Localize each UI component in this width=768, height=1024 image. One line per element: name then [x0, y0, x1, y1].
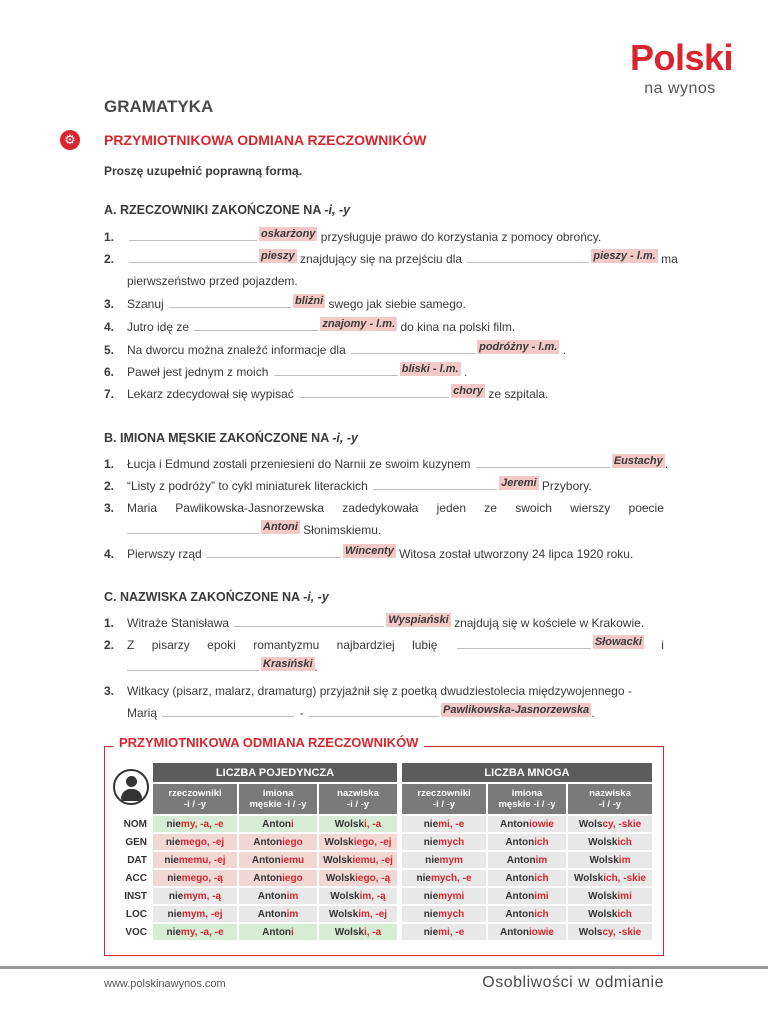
section-c-heading [104, 590, 329, 604]
text: . [562, 343, 567, 357]
table-row [117, 906, 652, 922]
table-cell: Antoni [239, 816, 317, 832]
answer-blank[interactable] [274, 364, 398, 376]
table-cell: Wolskiemu, -ej [319, 852, 397, 868]
item-number: 6. [104, 365, 115, 379]
table-cell: Antoniego [239, 870, 317, 886]
table-cell: Wolskich [568, 834, 652, 850]
declension-table [115, 761, 654, 942]
table-cell: Antonim [488, 852, 566, 868]
text: “Listy z podróży” to cykl miniaturek literackich [127, 479, 368, 493]
answer-blank[interactable] [234, 615, 384, 627]
hint: Wincenty [345, 545, 394, 557]
hint: Eustachy [613, 455, 663, 467]
exercise-c3-cont [127, 705, 595, 721]
table-cell: Antonich [488, 834, 566, 850]
table-cell: Antonimi [488, 888, 566, 904]
exercise-b2 [104, 478, 664, 494]
table-cell: niemy, -a, -e [153, 924, 237, 940]
table-cell: niemego, -ą [153, 870, 237, 886]
exercise-b3 [104, 500, 664, 516]
item-number: 3. [104, 501, 115, 515]
text: zadedykowała [342, 501, 419, 515]
table-cell: Antoniego [239, 834, 317, 850]
exercise-c2-cont [127, 659, 318, 675]
text: Marią [127, 706, 158, 720]
answer-blank[interactable] [127, 522, 259, 534]
text: Witkacy (pisarz, malarz, dramaturg) przyjaźnił się z poetką dwudziestolecia międzywojennego - [127, 684, 632, 698]
text: Pawlikowska-Jasnorzewska [175, 501, 325, 515]
text: swoich [515, 501, 552, 515]
section-b-suffix: -i, -y [332, 431, 358, 445]
table-cell: niemym [402, 852, 486, 868]
case-label: ACC [125, 872, 147, 884]
item-number: 3. [104, 297, 115, 311]
section-title: GRAMATYKA [104, 97, 214, 116]
section-c-heading-text: C. NAZWISKA ZAKOŃCZONE NA [104, 590, 300, 604]
text: swego jak siebie samego. [328, 297, 466, 311]
table-cell: niemego, -ej [153, 834, 237, 850]
text: . [591, 706, 595, 720]
table-cell: Antoni [239, 924, 317, 940]
text: Z [127, 638, 135, 652]
item-number: 2. [104, 479, 115, 493]
table-cell: niemym, -ej [153, 906, 237, 922]
table-cell: niemy, -a, -e [153, 816, 237, 832]
case-label: VOC [125, 926, 147, 938]
answer-blank[interactable] [309, 705, 439, 717]
section-a-heading [104, 203, 350, 217]
gear-icon: ⚙ [60, 130, 80, 150]
hint: pieszy - l.m. [593, 250, 656, 262]
table-row [117, 870, 652, 886]
hint: Jeremi [501, 477, 537, 489]
item-number: 2. [104, 638, 115, 652]
exercise-a5 [104, 342, 664, 358]
text: ze [484, 501, 497, 515]
table-row [117, 888, 652, 904]
group-singular: LICZBA POJEDYNCZA [153, 763, 397, 782]
answer-blank[interactable] [129, 229, 257, 241]
text: Pierwszy rząd [127, 547, 202, 561]
table-cell: Wolskiego, -ą [319, 870, 397, 886]
text: najbardziej [336, 638, 395, 652]
item-number: 1. [104, 230, 115, 244]
text: Maria [127, 501, 158, 515]
subtitle-row [60, 130, 427, 150]
table-cell: Antonim [239, 888, 317, 904]
table-cell: Wolskim [568, 852, 652, 868]
instruction: Proszę uzupełnić poprawną formą. [104, 164, 303, 178]
section-b-heading [104, 431, 358, 445]
table-row [117, 816, 652, 832]
answer-blank[interactable] [162, 705, 294, 717]
item-number: 7. [104, 387, 115, 401]
text: epoki [207, 638, 236, 652]
answer-blank[interactable] [476, 456, 610, 468]
table-cell: Antonim [239, 906, 317, 922]
item-number: 1. [104, 616, 115, 630]
text: - [299, 706, 304, 720]
table-cell: Antoniowie [488, 816, 566, 832]
text: Witraże Stanisława [127, 616, 230, 630]
table-cell: niemych [402, 906, 486, 922]
declension-box-title: PRZYMIOTNIKOWA ODMIANA RZECZOWNIKÓW [113, 735, 424, 750]
hint: bliźni [295, 295, 324, 307]
item-number: 4. [104, 547, 115, 561]
case-label: LOC [125, 908, 147, 920]
hint: pieszy [261, 250, 295, 262]
answer-blank[interactable] [351, 342, 475, 354]
table-cell: niemych [402, 834, 486, 850]
table-cell: Antonich [488, 870, 566, 886]
table-row [117, 852, 652, 868]
text: . [314, 660, 318, 674]
table-cell: Wolscy, -skie [568, 816, 652, 832]
text: Łucja i Edmund zostali przeniesieni do Narnii ze swoim kuzynem [127, 457, 471, 471]
item-number: 1. [104, 457, 115, 471]
text: Na dworcu można znaleźć informacje dla [127, 343, 346, 357]
text: Lekarz zdecydował się wypisać [127, 387, 294, 401]
column-header: imiona męskie -i / -y [239, 784, 317, 814]
text: ma [661, 252, 678, 266]
hint: Wyspiański [388, 614, 449, 626]
text: do kina na polski film. [400, 320, 516, 334]
exercise-c2 [104, 637, 664, 653]
text: . [664, 457, 669, 471]
column-header: nazwiska -i / -y [319, 784, 397, 814]
table-cell: Antonich [488, 906, 566, 922]
table-cell: Wolski, -a [319, 924, 397, 940]
text: Przybory. [541, 479, 592, 493]
text: Paweł jest jednym z moich [127, 365, 269, 379]
exercise-a6 [104, 364, 664, 380]
text: Witosa został utworzony 24 lipca 1920 roku. [399, 547, 634, 561]
hint: Pawlikowska-Jasnorzewska [443, 704, 590, 716]
hint: znajomy - l.m. [322, 318, 396, 330]
case-label: GEN [125, 836, 147, 848]
section-a-suffix: -i, -y [324, 203, 351, 217]
exercise-b3-cont [127, 522, 381, 538]
answer-blank[interactable] [169, 296, 291, 308]
text: znajdujący się na przejściu dla [299, 252, 463, 266]
table-row [117, 834, 652, 850]
text: i [661, 638, 664, 652]
table-cell: Wolskim, -ą [319, 888, 397, 904]
footer-url[interactable]: www.polskinawynos.com [104, 978, 226, 990]
section-b-heading-text: B. IMIONA MĘSKIE ZAKOŃCZONE NA [104, 431, 329, 445]
hint: bliski - l.m. [401, 363, 459, 375]
table-cell: niemym, -ą [153, 888, 237, 904]
text: romantyzmu [253, 638, 320, 652]
table-cell: niememu, -ej [153, 852, 237, 868]
column-header: nazwiska -i / -y [568, 784, 652, 814]
item-number: 4. [104, 320, 115, 334]
text: . [463, 365, 468, 379]
answer-blank[interactable] [129, 251, 257, 263]
table-row [117, 924, 652, 940]
answer-blank[interactable] [467, 251, 589, 263]
table-cell: Antoniowie [488, 924, 566, 940]
table-cell: Wolscy, -skie [568, 924, 652, 940]
text: Jutro idę ze [127, 320, 190, 334]
answer-blank[interactable] [373, 478, 497, 490]
table-cell: niemi, -e [402, 816, 486, 832]
answer-blank[interactable] [207, 546, 341, 558]
exercise-c1 [104, 615, 664, 631]
case-label: DAT [127, 854, 147, 866]
text: poecie [628, 501, 664, 515]
answer-blank[interactable] [299, 386, 449, 398]
footer-title: Osobliwości w odmianie [482, 974, 664, 991]
answer-blank[interactable] [127, 659, 259, 671]
text: przysługuje prawo do korzystania z pomocy obrońcy. [320, 230, 602, 244]
text: pisarzy [151, 638, 190, 652]
table-cell: Wolski, -a [319, 816, 397, 832]
hint: Słowacki [594, 636, 642, 648]
text: wierszy [570, 501, 611, 515]
text: Słonimskiemu. [303, 523, 382, 537]
text: ze szpitala. [488, 387, 549, 401]
hint: Antoni [263, 521, 298, 533]
exercise-a2-cont: pierwszeństwo przed pojazdem. [127, 274, 298, 288]
logo-sub: na wynos [644, 80, 716, 97]
table-cell: niemymi [402, 888, 486, 904]
exercise-a3 [104, 296, 664, 312]
case-label: INST [124, 890, 147, 902]
table-cell: Wolskich [568, 906, 652, 922]
page-title: PRZYMIOTNIKOWA ODMIANA RZECZOWNIKÓW [104, 132, 427, 148]
column-header: rzeczowniki -i / -y [153, 784, 237, 814]
text: jeden [436, 501, 467, 515]
declension-box [104, 735, 664, 956]
exercise-c3 [104, 683, 664, 699]
table-cell: niemi, -e [402, 924, 486, 940]
text: Szanuj [127, 297, 164, 311]
text: lubię [412, 638, 438, 652]
table-cell: Wolskich, -skie [568, 870, 652, 886]
exercise-b1 [104, 455, 669, 472]
table-cell: Wolskim, -ej [319, 906, 397, 922]
answer-blank[interactable] [194, 319, 318, 331]
answer-blank[interactable] [457, 637, 591, 649]
section-a-heading-text: A. RZECZOWNIKI ZAKOŃCZONE NA [104, 203, 321, 217]
item-number: 2. [104, 252, 115, 266]
section-c-suffix: -i, -y [303, 590, 329, 604]
item-number: 5. [104, 343, 115, 357]
footer-divider [0, 966, 768, 969]
table-cell: Wolskiego, -ej [319, 834, 397, 850]
hint: oskarżony [261, 228, 316, 240]
exercise-a2 [104, 250, 678, 267]
hint: Krasiński [263, 658, 313, 670]
logo-main: Polski [630, 37, 734, 78]
item-number: 3. [104, 684, 115, 698]
exercise-b4 [104, 546, 664, 562]
exercise-a7 [104, 386, 664, 402]
exercise-a1 [104, 229, 664, 245]
table-cell: niemych, -e [402, 870, 486, 886]
group-plural: LICZBA MNOGA [402, 763, 652, 782]
column-header: rzeczowniki -i / -y [402, 784, 486, 814]
logo [630, 37, 734, 98]
table-cell: Antoniemu [239, 852, 317, 868]
hint: podróżny - l.m. [479, 341, 558, 353]
table-cell: Wolskimi [568, 888, 652, 904]
exercise-a4 [104, 319, 664, 335]
column-header: imiona męskie -i / -y [488, 784, 566, 814]
case-label: NOM [123, 818, 147, 830]
text: znajdują się w kościele w Krakowie. [454, 616, 645, 630]
hint: chory [453, 385, 484, 397]
